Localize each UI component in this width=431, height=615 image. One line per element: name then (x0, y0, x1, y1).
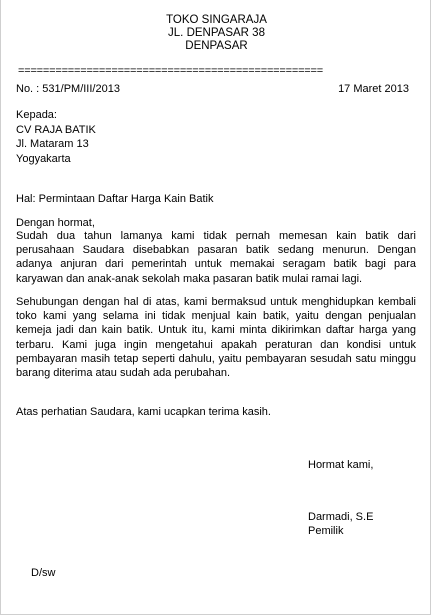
signature-greeting: Hormat kami, (308, 459, 374, 471)
letterhead-address: JL. DENPASAR 38 (168, 27, 265, 39)
signature-title: Pemilik (308, 525, 344, 537)
letterhead-city: DENPASAR (185, 40, 248, 52)
letter-number: No. : 531/PM/III/2013 (16, 83, 120, 95)
closing-sentence: Atas perhatian Saudara, kami ucapkan terima kasih. (16, 406, 271, 418)
letter-subject: Hal: Permintaan Daftar Harga Kain Batik (16, 193, 214, 205)
recipient-label: Kepada: (16, 109, 57, 121)
recipient-street: Jl. Mataram 13 (16, 138, 89, 150)
salutation: Dengan hormat, (16, 217, 95, 229)
recipient-name: CV RAJA BATIK (16, 123, 96, 136)
recipient-block (16, 108, 96, 166)
typist-initials: D/sw (31, 567, 56, 579)
recipient-city: Yogyakarta (16, 152, 71, 165)
letterhead (1, 14, 431, 53)
body-paragraph-1: Sudah dua tahun lamanya kami tidak pernah memesan kain batik dari perusahaan Saudara disebabkan pasaran batik sedang menurun. Dengan adanya anjuran dari pemerintah untuk memakai seragam batik bagi para karyawan dan anak-anak sekolah maka pasaran batik mulai ramai lagi. (16, 230, 416, 285)
letterhead-name: TOKO SINGARAJA (166, 14, 267, 26)
body-paragraph-2: Sehubungan dengan hal di atas, kami bermaksud untuk menghidupkan kembali toko kami yang selama ini tidak menjual kain batik, yaitu dengan penjualan kemeja jadi dan kain batik. Untuk itu, kami minta dikirimkan daftar harga yang terbaru. Kami juga ingin mengetahui apakah peraturan dan kondisi untuk pembayaran masih tetap seperti dahulu, yaitu pembayaran sesudah satu minggu barang diterima atau sudah ada perubahan. (16, 296, 416, 380)
separator-line: ================================================= (18, 66, 323, 77)
signature-name: Darmadi, S.E (308, 511, 374, 523)
letter-date: 17 Maret 2013 (338, 83, 409, 95)
